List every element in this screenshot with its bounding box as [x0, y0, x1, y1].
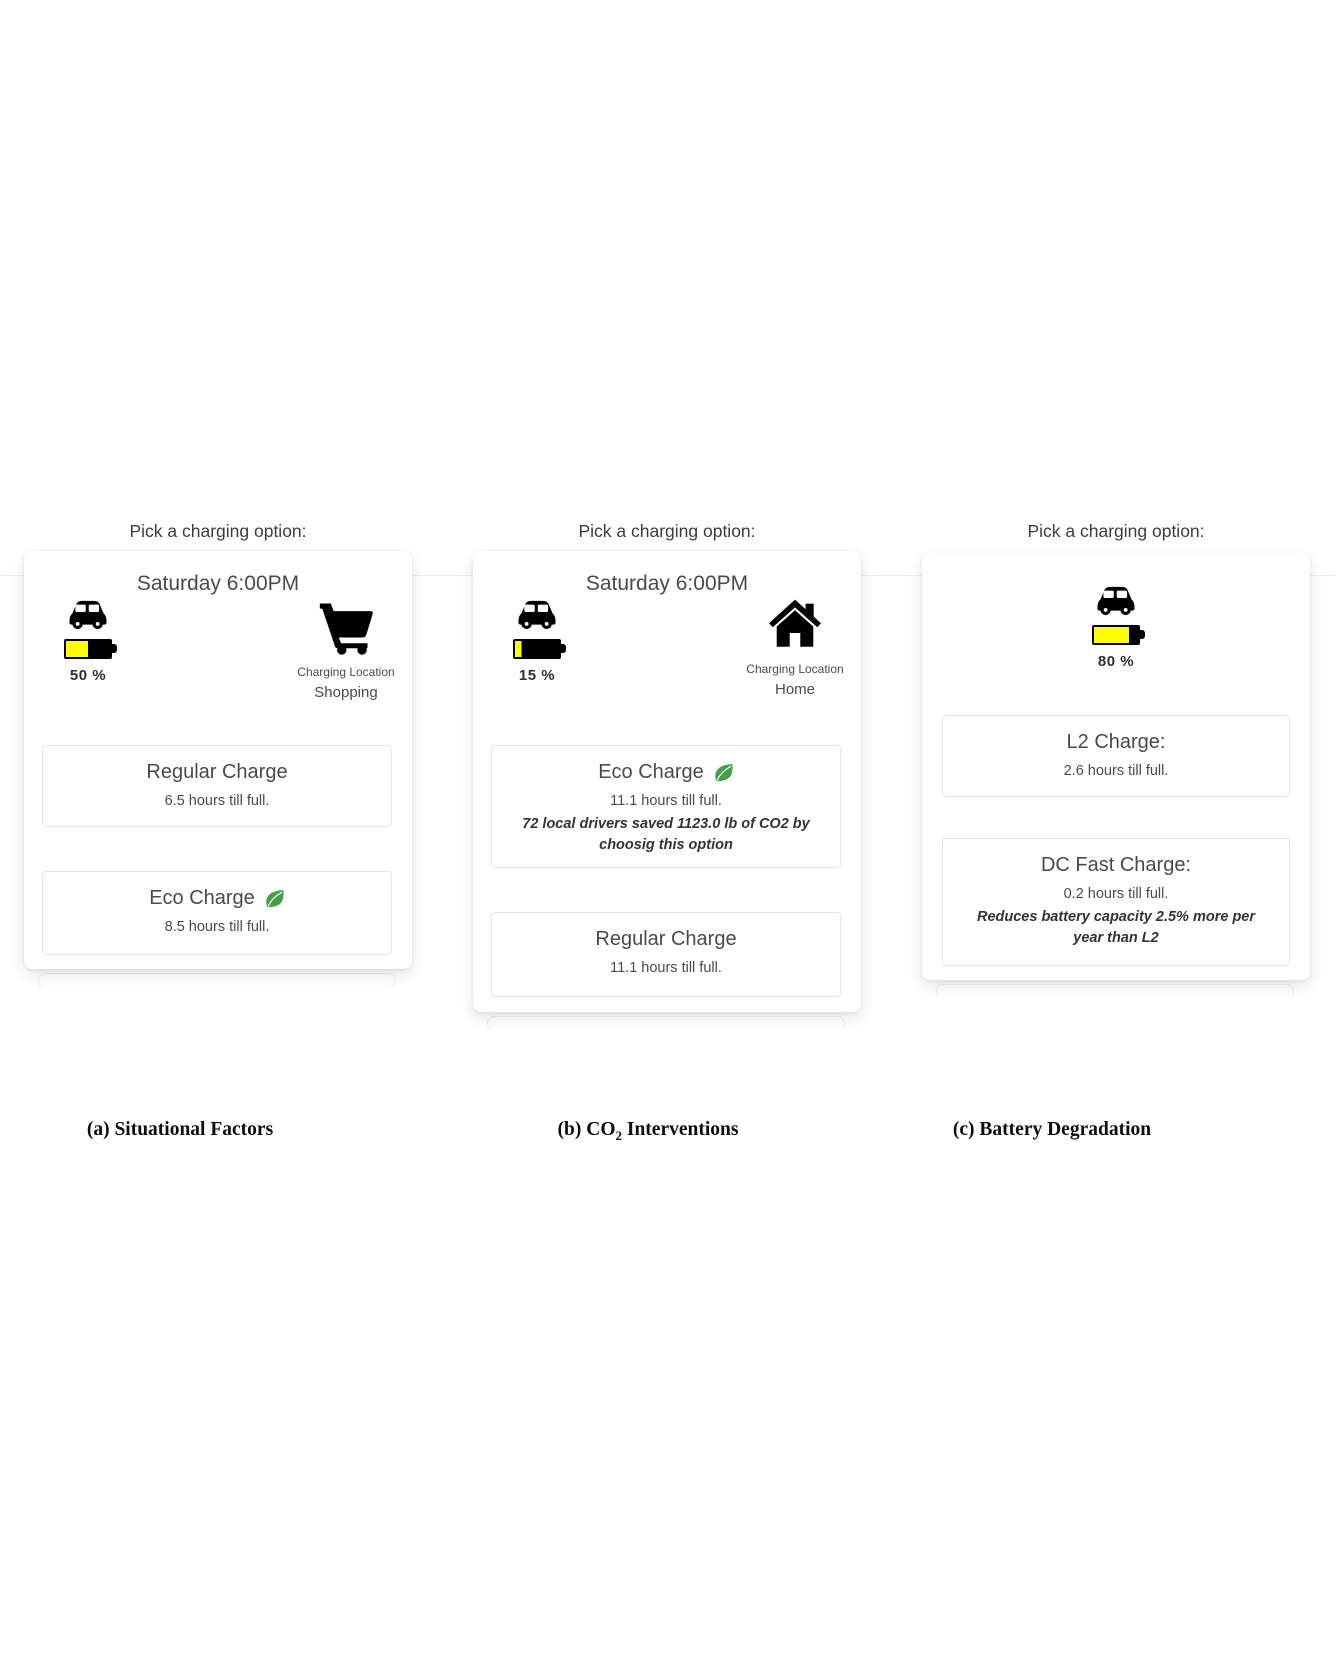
dc-fast-charge-option[interactable] — [942, 838, 1290, 966]
leaf-icon — [264, 889, 285, 908]
co2-note-line2: choosig this option — [599, 837, 733, 853]
eco-charge-option[interactable] — [42, 871, 392, 955]
degradation-note-line1: Reduces battery capacity 2.5% more per — [976, 909, 1256, 925]
eco-charge-option[interactable] — [491, 745, 841, 868]
option-subtitle: 11.1 hours till full. — [610, 793, 722, 809]
panel-a-datetime: Saturday 6:00PM — [136, 572, 300, 595]
option-subtitle: 0.2 hours till full. — [1063, 886, 1169, 902]
panel-b-datetime: Saturday 6:00PM — [585, 572, 749, 595]
battery-percent: 50 % — [69, 667, 107, 684]
battery-icon — [1092, 625, 1140, 645]
car-icon — [65, 597, 111, 630]
panel-a-next-card-edge — [38, 973, 396, 989]
location-label: Charging Location — [746, 662, 844, 676]
panel-b-vehicle-status — [507, 597, 567, 684]
option-title: Eco Charge — [149, 887, 255, 909]
co2-note-line1: 72 local drivers saved 1123.0 lb of CO2 by — [522, 816, 810, 832]
panel-a-caption: (a) Situational Factors — [86, 1119, 274, 1140]
option-title: Eco Charge — [598, 761, 704, 783]
battery-percent: 80 % — [1097, 653, 1135, 670]
location-value: Shopping — [314, 684, 378, 701]
car-icon — [1093, 583, 1139, 616]
panel-b-caption: (b) $CO_2$ Interventions — [557, 1119, 739, 1143]
shopping-cart-icon — [319, 600, 373, 656]
regular-charge-option[interactable] — [42, 745, 392, 827]
location-value: Home — [774, 681, 815, 698]
panel-a-card — [24, 551, 412, 969]
panel-c-next-card-edge — [936, 984, 1294, 999]
leaf-icon — [713, 763, 734, 782]
degradation-note-line2: year than L2 — [1073, 930, 1159, 946]
option-subtitle: 2.6 hours till full. — [1063, 763, 1169, 779]
panel-c-caption: (c) Battery Degradation — [952, 1119, 1152, 1140]
regular-charge-option[interactable] — [491, 912, 841, 997]
panel-a-prompt: Pick a charging option: — [129, 521, 307, 541]
battery-percent: 15 % — [518, 667, 556, 684]
panel-b-location — [737, 595, 853, 698]
battery-icon — [64, 639, 112, 659]
option-title: L2 Charge: — [1066, 731, 1166, 753]
option-title: DC Fast Charge: — [1040, 854, 1192, 876]
option-subtitle: 11.1 hours till full. — [610, 960, 722, 976]
car-icon — [514, 597, 560, 630]
panel-c-prompt: Pick a charging option: — [1027, 521, 1205, 541]
l2-charge-option[interactable] — [942, 715, 1290, 797]
option-title: Regular Charge — [146, 761, 288, 783]
panel-a-vehicle-status — [58, 597, 118, 684]
panel-b-card — [473, 551, 861, 1012]
home-icon — [769, 595, 821, 653]
option-title: Regular Charge — [595, 928, 737, 950]
option-subtitle: 6.5 hours till full. — [164, 793, 270, 809]
panel-b-prompt: Pick a charging option: — [578, 521, 756, 541]
panel-a-location — [288, 600, 404, 701]
panel-c-card — [922, 553, 1310, 980]
panel-b-next-card-edge — [487, 1016, 845, 1031]
battery-icon — [513, 639, 561, 659]
panel-c-vehicle-status — [922, 583, 1310, 670]
option-subtitle: 8.5 hours till full. — [164, 919, 270, 935]
location-label: Charging Location — [297, 665, 395, 679]
